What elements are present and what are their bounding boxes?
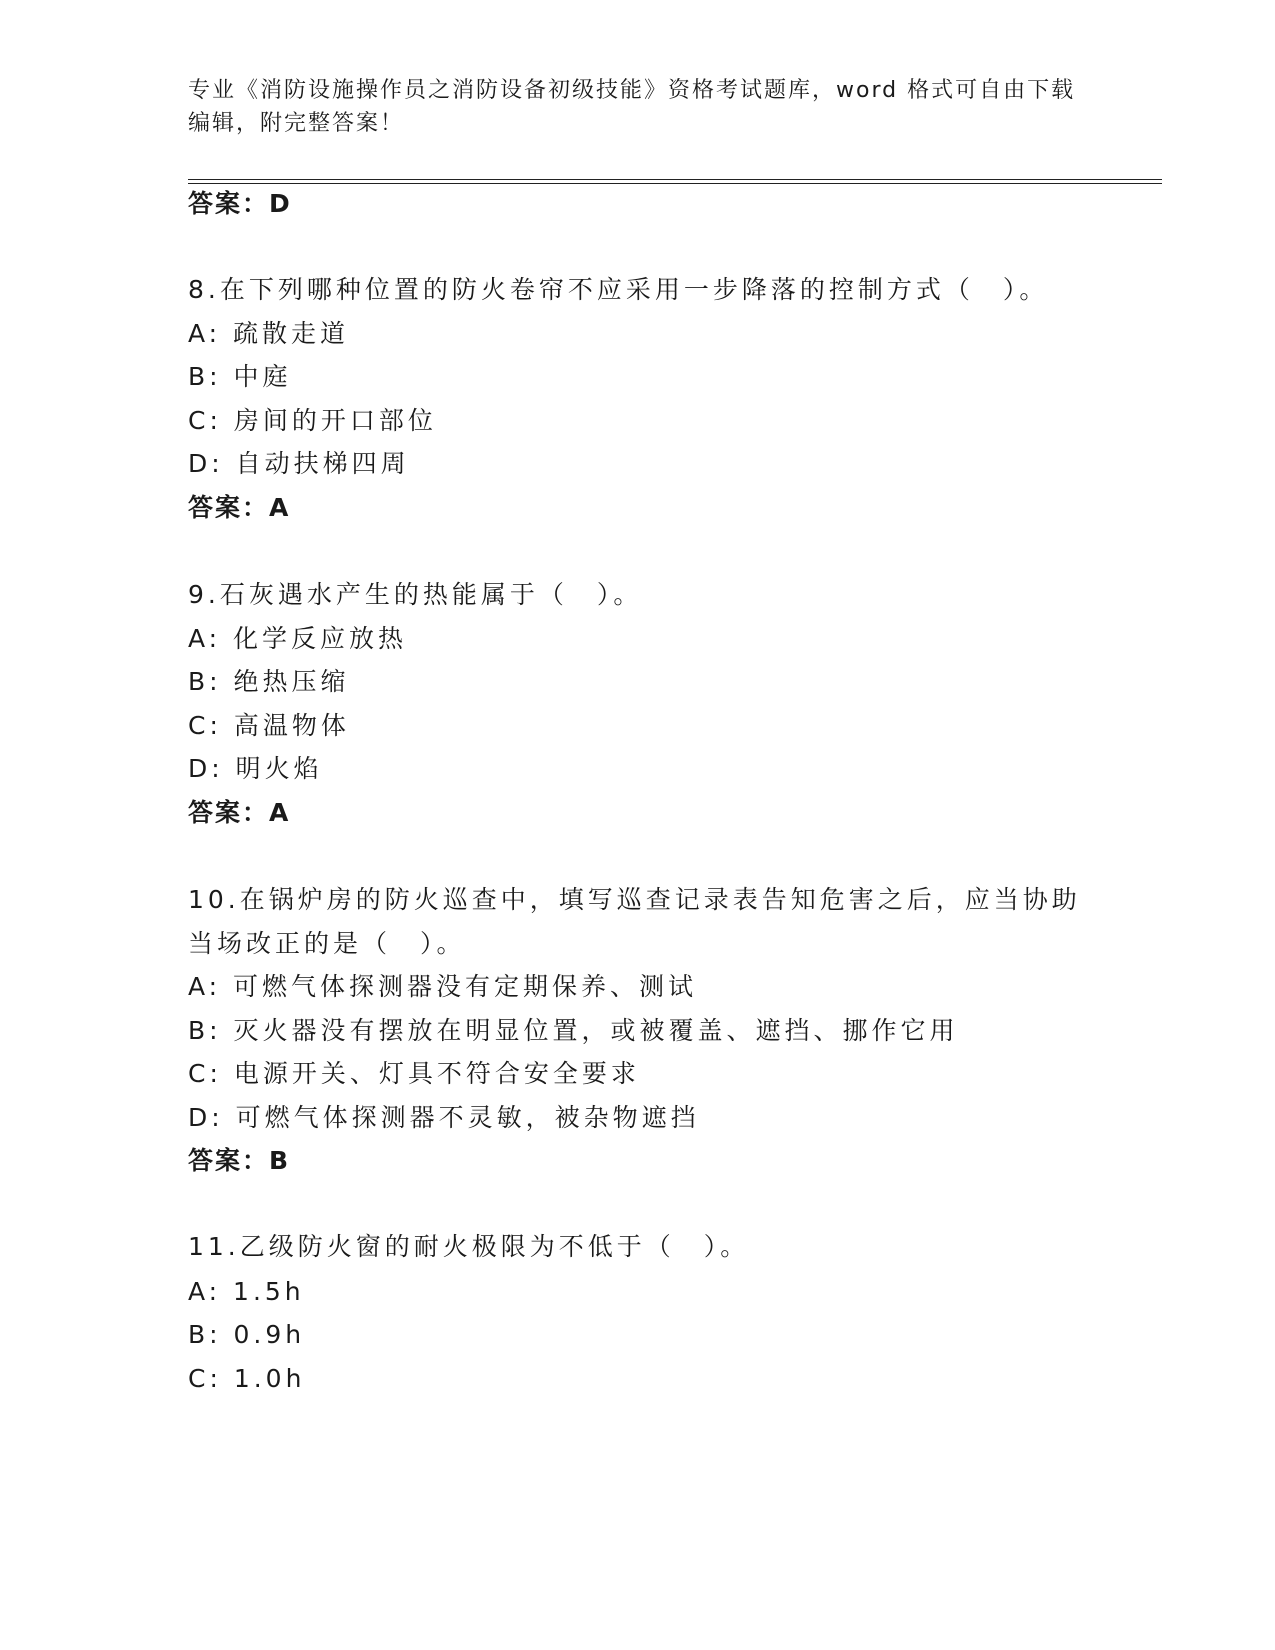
question-8-answer: 答案：A: [188, 493, 291, 522]
question-10-text-line1: 10.在锅炉房的防火巡查中，填写巡查记录表告知危害之后，应当协助: [188, 885, 1081, 914]
document-header: 专业《消防设施操作员之消防设备初级技能》资格考试题库，word 格式可自由下载编辑，附完整答案！: [188, 78, 1076, 136]
header-divider-bottom: [188, 183, 1162, 184]
question-9-option-c: C: 高温物体: [188, 711, 350, 740]
question-10-option-c: C: 电源开关、灯具不符合安全要求: [188, 1059, 640, 1088]
question-8-option-d: D: 自动扶梯四周: [188, 449, 410, 478]
prev-answer: 答案：D: [188, 189, 292, 218]
question-9-option-b: B: 绝热压缩: [188, 667, 350, 696]
question-8-option-c: C: 房间的开口部位: [188, 406, 437, 435]
question-8-option-a: A: 疏散走道: [188, 319, 350, 348]
question-10-option-a: A: 可燃气体探测器没有定期保养、测试: [188, 972, 698, 1001]
question-9-text: 9.石灰遇水产生的热能属于（ ）。: [188, 580, 643, 609]
question-8-text: 8.在下列哪种位置的防火卷帘不应采用一步降落的控制方式（ ）。: [188, 275, 1049, 304]
header-divider-top: [188, 179, 1162, 180]
question-11-option-b: B: 0.9h: [188, 1320, 306, 1349]
question-8-option-b: B: 中庭: [188, 362, 292, 391]
question-10-option-d: D: 可燃气体探测器不灵敏，被杂物遮挡: [188, 1103, 700, 1132]
question-11-option-c: C: 1.0h: [188, 1364, 306, 1393]
question-10-answer: 答案：B: [188, 1146, 291, 1175]
question-11-option-a: A: 1.5h: [188, 1277, 305, 1306]
question-11-text: 11.乙级防火窗的耐火极限为不低于（ ）。: [188, 1232, 750, 1261]
question-9-option-d: D: 明火焰: [188, 754, 323, 783]
question-9-answer: 答案：A: [188, 798, 291, 827]
question-10-text-line2: 当场改正的是（ ）。: [188, 929, 466, 958]
question-10-option-b: B: 灭火器没有摆放在明显位置，或被覆盖、遮挡、挪作它用: [188, 1016, 959, 1045]
question-9-option-a: A: 化学反应放热: [188, 624, 408, 653]
